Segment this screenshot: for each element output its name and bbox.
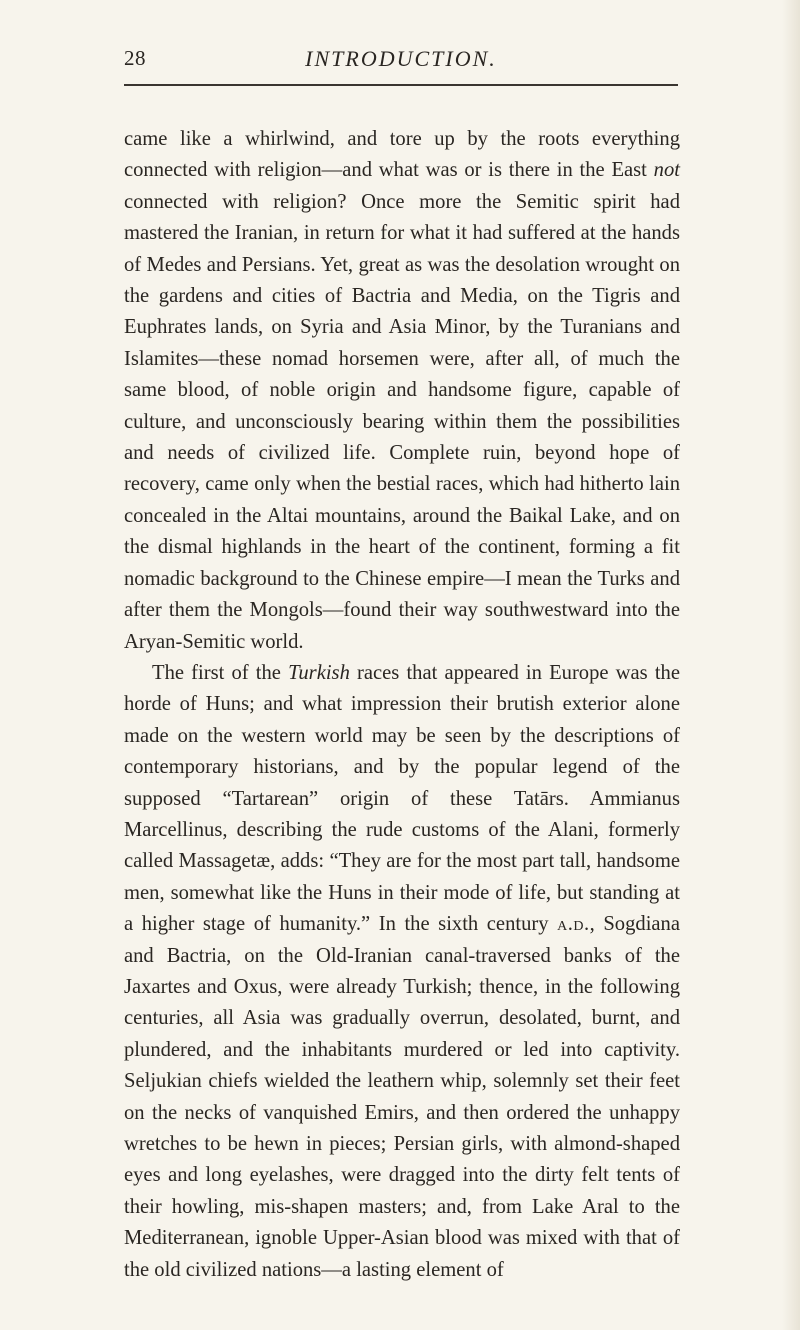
paragraph [124, 124, 680, 658]
paragraph [124, 658, 680, 1286]
text-segment: not [653, 159, 680, 182]
text-segment: races that appeared in Europe was the horde of Huns; and what impression their brutish exterior alone made on the western world may be seen by the descriptions of contemporary historians, and by the popular legend of the supposed “Tartarean” origin of these Tatārs. Ammianus Marcellinus, describing the rude customs of the Alani, formerly called Massagetæ, adds: “They are for the most part tall, handsome men, somewhat like the Huns in their mode of life, but standing at a higher stage of humanity.” In the sixth century [124, 661, 680, 936]
page-edge-shadow [782, 0, 800, 1330]
text-segment: connected with religion? Once more the Semitic spirit had mastered the Iranian, in return for what it had suffered at the hands of Medes and Persians. Yet, great as was the desolation wrought on the gardens and cities of Bactria and Media, on the Tigris and Euphrates lands, on Syria and Asia Minor, by the Turanians and Islamites—these nomad horsemen were, after all, of much the same blood, of noble origin and handsome figure, capable of culture, and unconsciously bearing within them the possibilities and needs of civilized life. Complete ruin, beyond hope of recovery, came only when the bestial races, which had hitherto lain concealed in the Altai mountains, around the Baikal Lake, and on the dismal highlands in the heart of the continent, forming a fit nomadic background to the Chinese empire—I mean the Turks and after them the Mongols—found their way southwestward into the Aryan-Semitic world. [124, 190, 680, 653]
text-segment: Turkish [288, 661, 350, 684]
header-rule [124, 84, 678, 86]
text-segment: , Sogdiana and Bactria, on the Old-Iranian canal-traversed banks of the Jaxartes and Oxus, were already Turkish; thence, in the following centuries, all Asia was gradually overrun, desolated, burnt, and plundered, and the inhabitants murdered or led into captivity. Seljukian chiefs wielded the leathern whip, solemnly set their feet on the necks of vanquished Emirs, and then ordered the unhappy wretches to be hewn in pieces; Persian girls, with almond-shaped eyes and long eyelashes, were dragged into the dirty felt tents of their howling, mis-shapen masters; and, from Lake Aral to the Mediterranean, ignoble Upper-Asian blood was mixed with that of the old civilized nations—a lasting element of [124, 913, 680, 1281]
text-segment: came like a whirlwind, and tore up by the roots everything connected with religion—and what was or is there in the East [124, 128, 680, 182]
page-header [124, 46, 678, 86]
body-text [124, 124, 680, 1286]
text-segment: The first of the [152, 661, 289, 684]
page-number: 28 [124, 46, 146, 70]
text-segment: a.d. [557, 913, 590, 936]
running-head: INTRODUCTION. [305, 46, 497, 71]
